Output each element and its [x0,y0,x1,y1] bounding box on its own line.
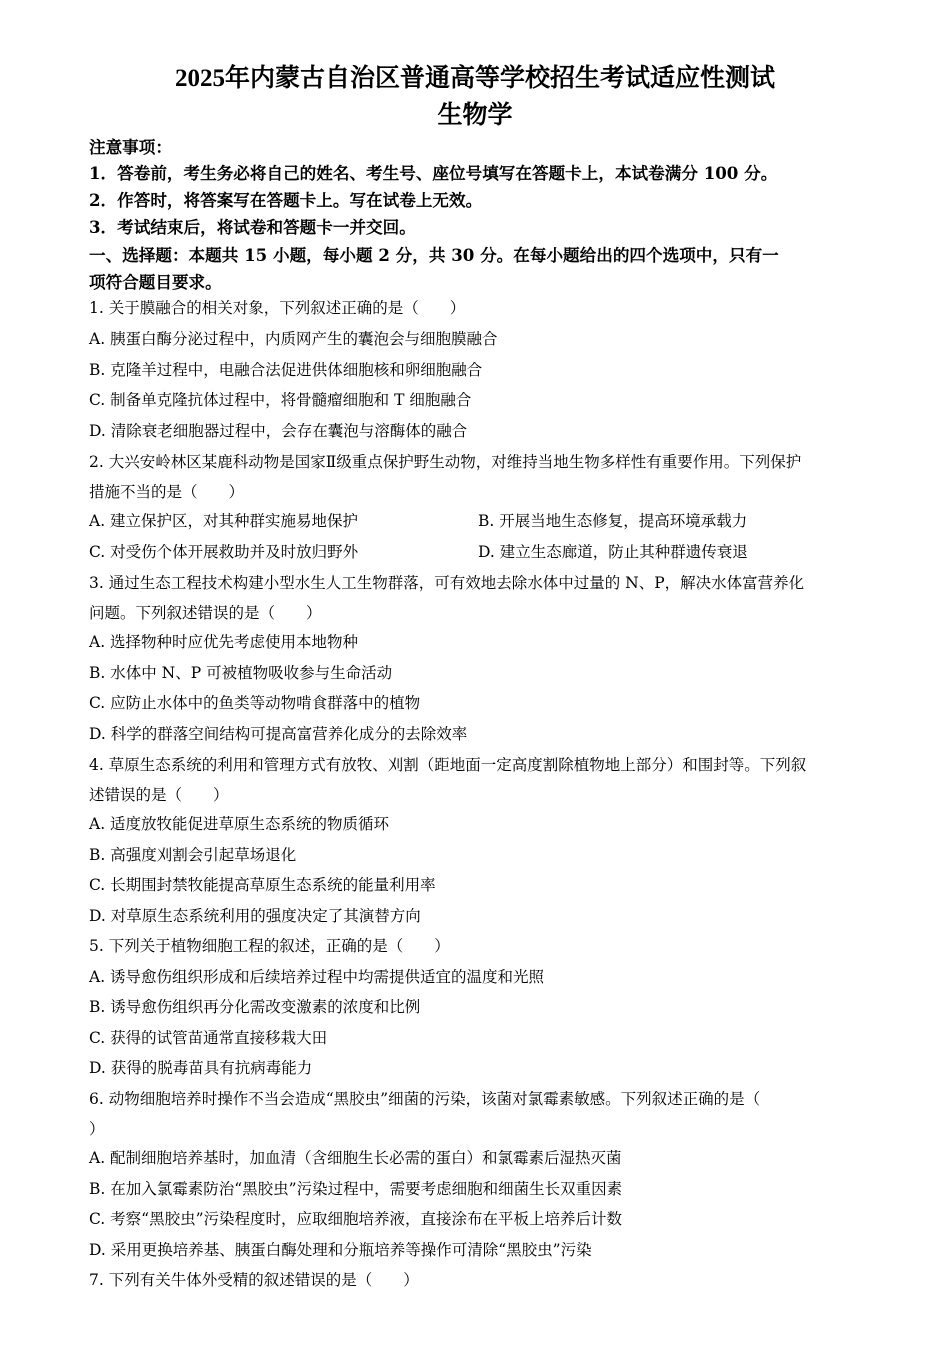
question-4-stem-line2: 述错误的是（ ） [89,786,229,804]
notice-item-2: 2．作答时，将答案写在答题卡上。写在试卷上无效。 [89,190,483,210]
question-1-option-d: D. 清除衰老细胞器过程中，会存在囊泡与溶酶体的融合 [89,422,468,440]
question-5-option-c: C. 获得的试管苗通常直接移栽大田 [89,1029,328,1047]
exam-title: 2025年内蒙古自治区普通高等学校招生考试适应性测试 [174,65,775,92]
question-4-option-d: D. 对草原生态系统利用的强度决定了其演替方向 [89,907,421,925]
question-4-stem-line1: 4. 草原生态系统的利用和管理方式有放牧、刈割（距地面一定高度割除植物地上部分）和围封等。下列叙 [89,756,807,774]
question-5-option-a: A. 诱导愈伤组织形成和后续培养过程中均需提供适宜的温度和光照 [89,968,545,986]
section-heading-line2: 项符合题目要求。 [89,272,222,292]
question-2-stem-line2: 措施不当的是（ ） [89,483,245,501]
section-heading-line1: 一、选择题：本题共 15 小题，每小题 2 分，共 30 分。在每小题给出的四个选项中，只有一 [89,245,779,265]
question-3-stem-line2: 问题。下列叙述错误的是（ ） [89,604,322,622]
notice-heading: 注意事项： [89,137,172,157]
question-1-option-b: B. 克隆羊过程中，电融合法促进供体细胞核和卵细胞融合 [89,361,483,379]
question-3-option-d: D. 科学的群落空间结构可提高富营养化成分的去除效率 [89,725,468,743]
question-6-option-b: B. 在加入氯霉素防治“黑胶虫”污染过程中，需要考虑细胞和细菌生长双重因素 [89,1180,623,1198]
subject-title: 生物学 [437,102,513,129]
question-2-option-a: A. 建立保护区，对其种群实施易地保护 [89,512,359,530]
question-7-stem: 7. 下列有关牛体外受精的叙述错误的是（ ） [89,1271,419,1289]
question-1-option-c: C. 制备单克隆抗体过程中，将骨髓瘤细胞和 T 细胞融合 [89,391,472,409]
question-6-option-a: A. 配制细胞培养基时，加血清（含细胞生长必需的蛋白）和氯霉素后湿热灭菌 [89,1149,622,1167]
question-3-stem-line1: 3. 通过生态工程技术构建小型水生人工生物群落，可有效地去除水体中过量的 N、P，解决水体富营养化 [89,574,805,592]
question-6-option-c: C. 考察“黑胶虫”污染程度时，应取细胞培养液，直接涂布在平板上培养后计数 [89,1210,623,1228]
question-4-option-c: C. 长期围封禁牧能提高草原生态系统的能量利用率 [89,876,436,894]
question-1-option-a: A. 胰蛋白酶分泌过程中，内质网产生的囊泡会与细胞膜融合 [89,330,498,348]
question-2-stem-line1: 2. 大兴安岭林区某鹿科动物是国家Ⅱ级重点保护野生动物，对维持当地生物多样性有重要作用。下列保护 [89,453,802,471]
notice-item-1: 1．答卷前，考生务必将自己的姓名、考生号、座位号填写在答题卡上，本试卷满分 100 分。 [89,163,778,183]
question-2-option-c: C. 对受伤个体开展救助并及时放归野外 [89,543,359,561]
question-5-stem: 5. 下列关于植物细胞工程的叙述，正确的是（ ） [89,937,450,955]
question-4-option-a: A. 适度放牧能促进草原生态系统的物质循环 [89,815,390,833]
question-6-stem-line1: 6. 动物细胞培养时操作不当会造成“黑胶虫”细菌的污染，该菌对氯霉素敏感。下列叙述正确的是（ [89,1090,761,1108]
notice-item-3: 3．考试结束后，将试卷和答题卡一并交回。 [89,217,416,237]
question-6-stem-line2: ） [89,1120,105,1138]
question-3-option-a: A. 选择物种时应优先考虑使用本地物种 [89,633,359,651]
question-4-option-b: B. 高强度刈割会引起草场退化 [89,846,297,864]
question-3-option-c: C. 应防止水体中的鱼类等动物啃食群落中的植物 [89,694,421,712]
question-6-option-d: D. 采用更换培养基、胰蛋白酶处理和分瓶培养等操作可清除“黑胶虫”污染 [89,1241,592,1259]
question-2-option-b: B. 开展当地生态修复，提高环境承载力 [478,512,748,530]
question-5-option-b: B. 诱导愈伤组织再分化需改变激素的浓度和比例 [89,998,421,1016]
question-2-option-d: D. 建立生态廊道，防止其种群遗传衰退 [478,543,748,561]
question-1-stem: 1. 关于膜融合的相关对象，下列叙述正确的是（ ） [89,299,466,317]
question-5-option-d: D. 获得的脱毒苗具有抗病毒能力 [89,1059,313,1077]
question-3-option-b: B. 水体中 N、P 可被植物吸收参与生命活动 [89,664,393,682]
